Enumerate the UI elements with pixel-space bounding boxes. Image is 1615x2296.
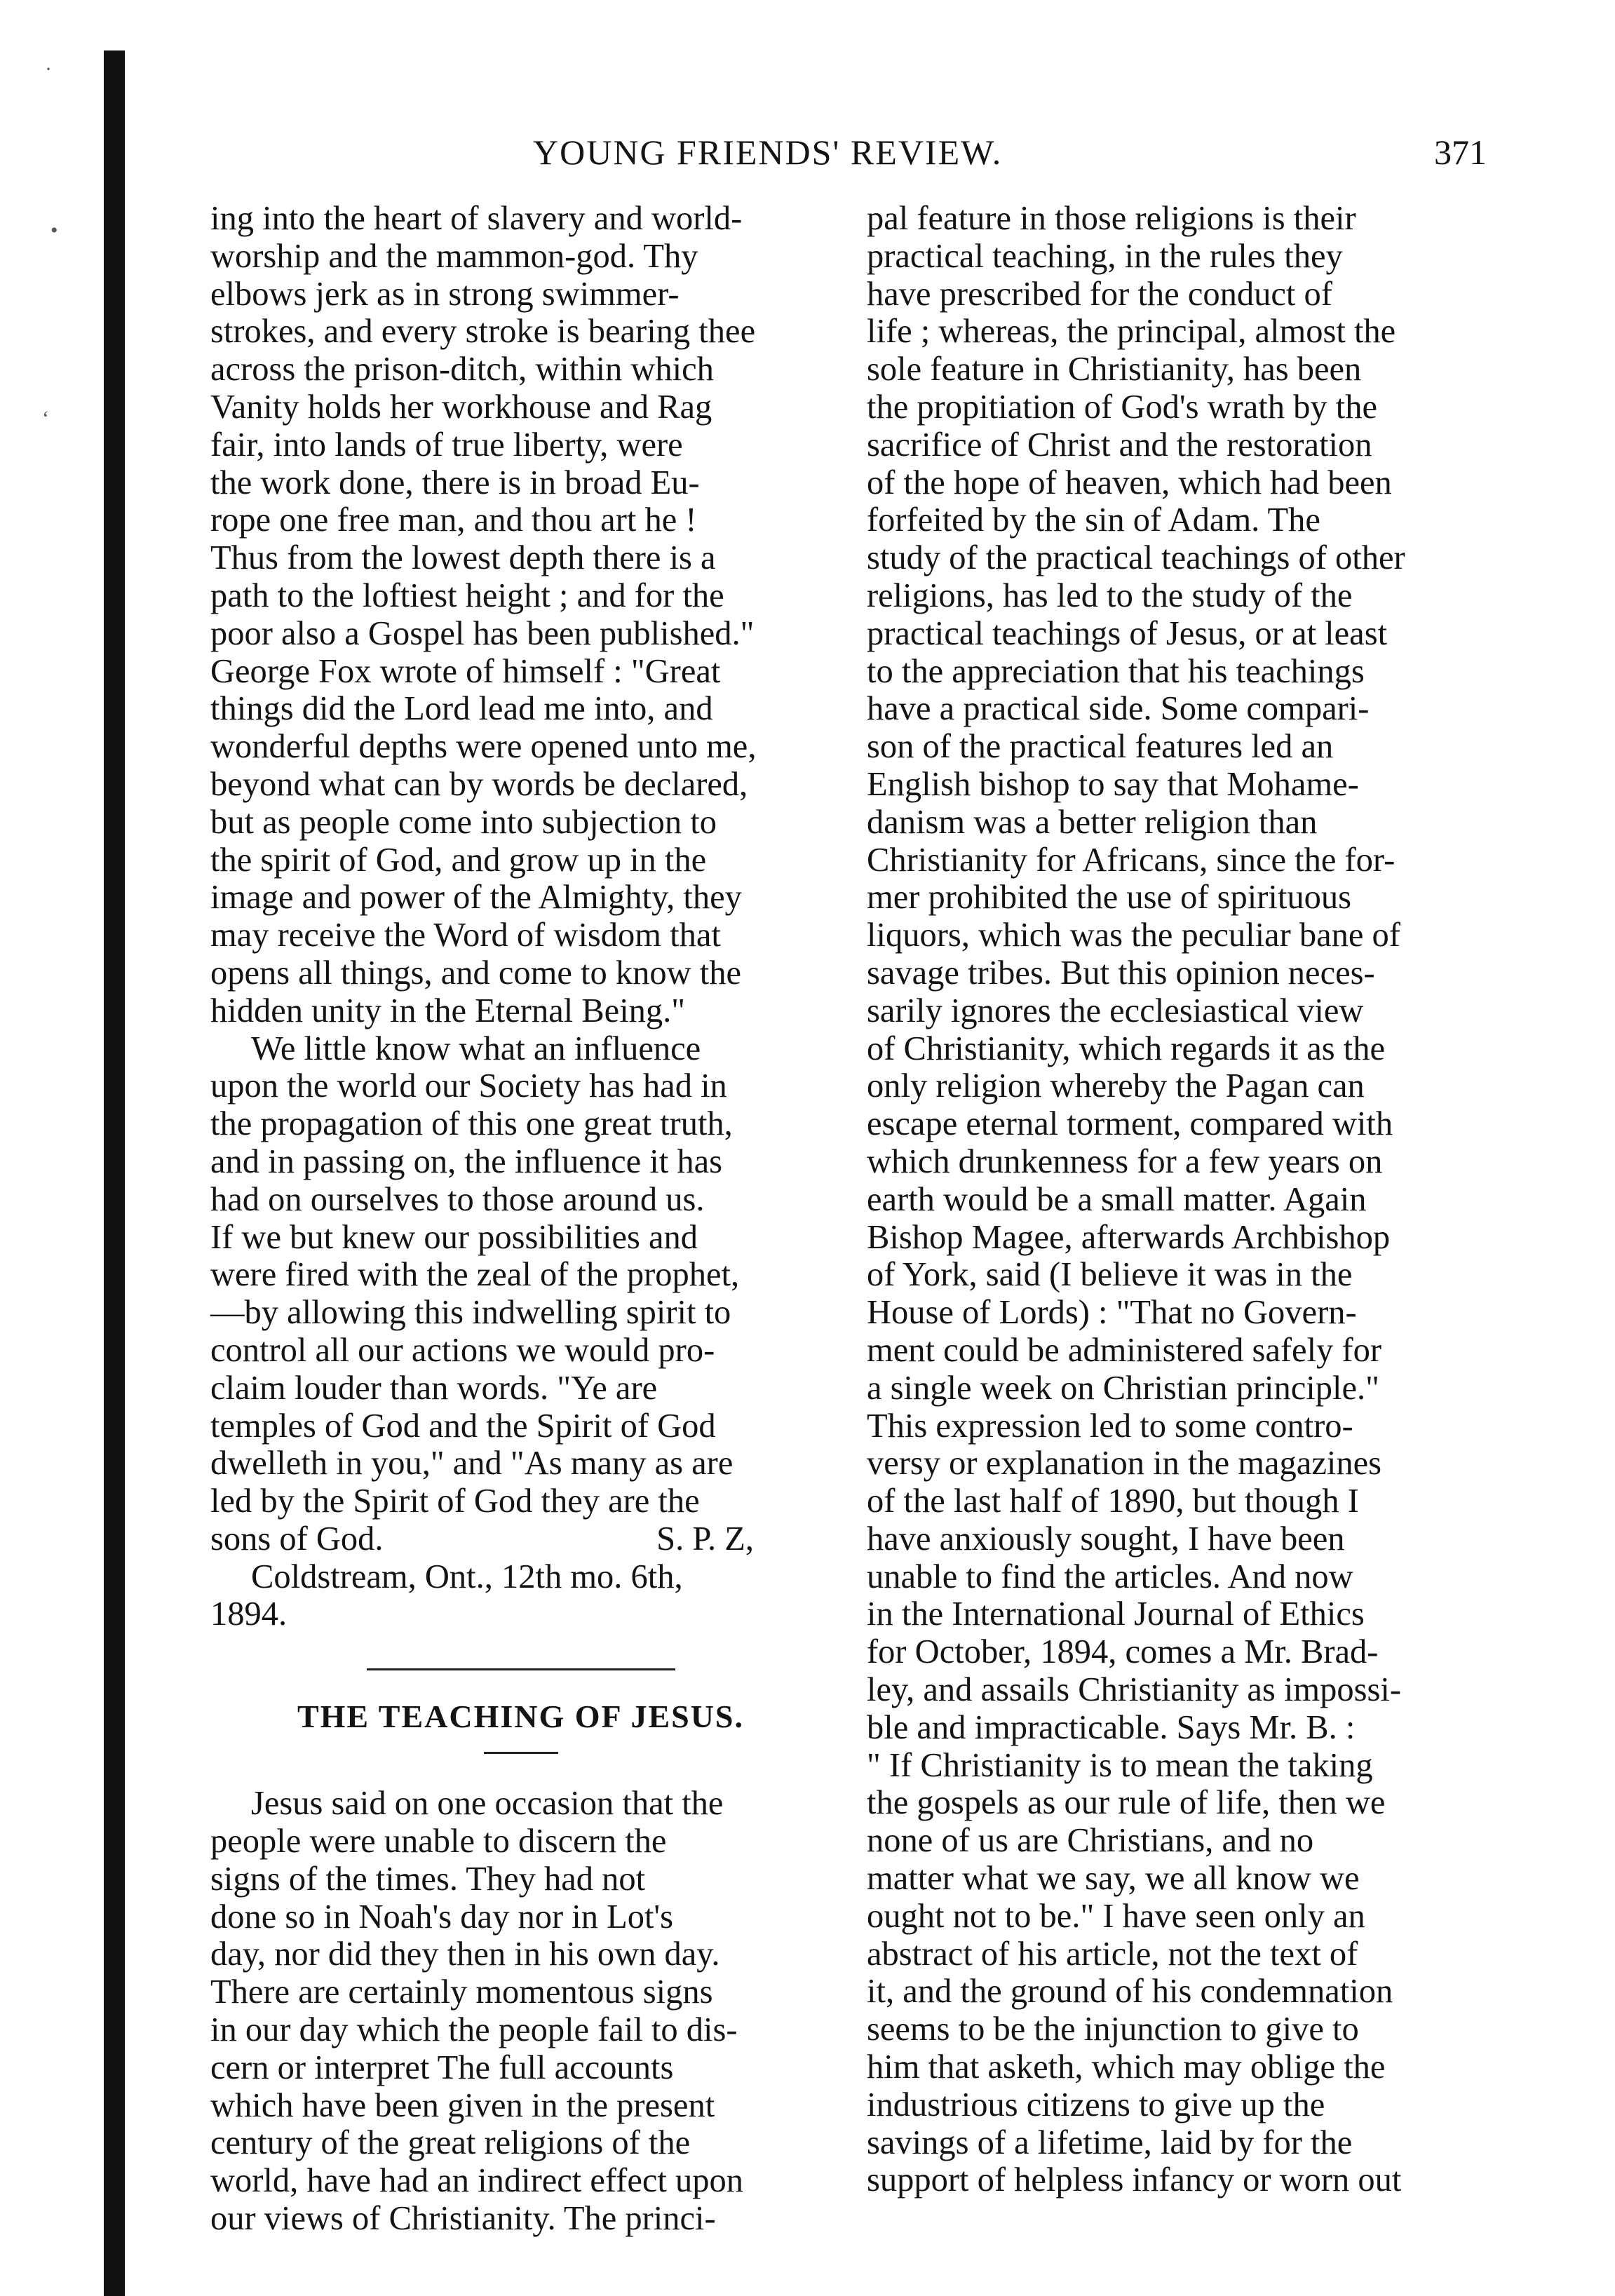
text-line: have a practical side. Some compari- bbox=[867, 690, 1370, 728]
text-line: in our day which the people fail to dis- bbox=[210, 2011, 738, 2049]
text-line: image and power of the Almighty, they bbox=[210, 879, 742, 917]
text-line: have anxiously sought, I have been bbox=[867, 1520, 1345, 1558]
text-line: of the hope of heaven, which had been bbox=[867, 464, 1392, 501]
text-line: —by allowing this indwelling spirit to bbox=[210, 1294, 731, 1332]
dateline-place: Coldstream, Ont., 12th mo. 6th, bbox=[251, 1558, 683, 1595]
text-line: fair, into lands of true liberty, were bbox=[210, 426, 683, 464]
text-line: rope one free man, and thou art he ! bbox=[210, 501, 697, 539]
text-line: escape eternal torment, compared with bbox=[867, 1105, 1393, 1143]
text-line: across the prison-ditch, within which bbox=[210, 351, 714, 389]
dateline-year: 1894. bbox=[210, 1595, 288, 1633]
text-line: temples of God and the Spirit of God bbox=[210, 1407, 716, 1445]
text-line: the propagation of this one great truth, bbox=[210, 1105, 733, 1143]
text-line: cern or interpret The full accounts bbox=[210, 2048, 674, 2086]
binding-shadow bbox=[104, 50, 125, 2296]
text-line: signs of the times. They had not bbox=[210, 1860, 646, 1898]
text-line: ble and impracticable. Says Mr. B. : bbox=[867, 1708, 1356, 1746]
text-line: seems to be the injunction to give to bbox=[867, 2011, 1359, 2048]
text-line: which drunkenness for a few years on bbox=[867, 1142, 1383, 1180]
title-rule bbox=[484, 1752, 558, 1754]
text-line: ing into the heart of slavery and world- bbox=[210, 200, 743, 237]
text-line: pal feature in those religions is their bbox=[867, 200, 1356, 237]
text-line: done so in Noah's day nor in Lot's bbox=[210, 1898, 674, 1936]
text-line: and in passing on, the influence it has bbox=[210, 1142, 723, 1180]
text-line: savage tribes. But this opinion neces- bbox=[867, 954, 1375, 992]
text-line: House of Lords) : "That no Govern- bbox=[867, 1294, 1357, 1332]
text-line: none of us are Christians, and no bbox=[867, 1822, 1314, 1860]
text-line: which have been given in the present bbox=[210, 2086, 715, 2124]
text-line: versy or explanation in the magazines bbox=[867, 1445, 1381, 1483]
text-line: path to the loftiest height ; and for the bbox=[210, 576, 724, 614]
text-line: sacrifice of Christ and the restoration bbox=[867, 426, 1372, 464]
text-line: abstract of his article, not the text of bbox=[867, 1935, 1358, 1973]
text-line: elbows jerk as in strong swimmer- bbox=[210, 275, 680, 313]
text-line: to the appreciation that his teachings bbox=[867, 652, 1365, 690]
text-line: Bishop Magee, afterwards Archbishop bbox=[867, 1218, 1391, 1256]
text-line: the work done, there is in broad Eu- bbox=[210, 464, 700, 501]
text-line: George Fox wrote of himself : "Great bbox=[210, 652, 721, 690]
text-line: ley, and assails Christianity as impossi- bbox=[867, 1671, 1402, 1709]
page-header bbox=[210, 132, 1487, 181]
text-line: the gospels as our rule of life, then we bbox=[867, 1784, 1386, 1822]
paragraph-teaching-of-jesus bbox=[210, 1785, 831, 2238]
text-line: We little know what an influence bbox=[251, 1029, 701, 1067]
text-line: ought not to be." I have seen only an bbox=[867, 1897, 1365, 1935]
section-title: THE TEACHING OF JESUS. bbox=[297, 1699, 745, 1735]
text-line: upon the world our Society has had in bbox=[210, 1067, 727, 1105]
text-line: worship and the mammon-god. Thy bbox=[210, 237, 698, 275]
text-line: of York, said (I believe it was in the bbox=[867, 1256, 1353, 1294]
text-line: industrious citizens to give up the bbox=[867, 2086, 1325, 2123]
text-line: poor also a Gospel has been published." bbox=[210, 614, 755, 652]
text-line: world, have had an indirect effect upon bbox=[210, 2162, 743, 2200]
text-line: were fired with the zeal of the prophet, bbox=[210, 1256, 740, 1294]
margin-speck: • bbox=[50, 219, 58, 242]
text-line: only religion whereby the Pagan can bbox=[867, 1067, 1365, 1105]
text-line: religions, has led to the study of the bbox=[867, 576, 1353, 614]
text-line: the propitiation of God's wrath by the bbox=[867, 388, 1378, 426]
text-line: wonderful depths were opened unto me, bbox=[210, 728, 757, 766]
text-line: of the last half of 1890, but though I bbox=[867, 1483, 1359, 1520]
text-line: practical teaching, in the rules they bbox=[867, 237, 1343, 275]
right-column bbox=[867, 200, 1484, 2199]
text-line: hidden unity in the Eternal Being." bbox=[210, 992, 686, 1029]
text-line: ment could be administered safely for bbox=[867, 1331, 1381, 1369]
text-line: unable to find the articles. And now bbox=[867, 1558, 1353, 1595]
text-line: If we but knew our possibilities and bbox=[210, 1218, 698, 1256]
text-line: Vanity holds her workhouse and Rag bbox=[210, 388, 712, 426]
text-line: This expression led to some contro- bbox=[867, 1407, 1353, 1445]
text-line: have prescribed for the conduct of bbox=[867, 275, 1332, 313]
text-line: the spirit of God, and grow up in the bbox=[210, 841, 707, 879]
text-line: day, nor did they then in his own day. bbox=[210, 1936, 720, 1973]
page-number: 371 bbox=[1434, 133, 1487, 172]
text-line: matter what we say, we all know we bbox=[867, 1860, 1360, 1898]
margin-speck: · bbox=[45, 58, 52, 81]
text-line: led by the Spirit of God they are the bbox=[210, 1483, 700, 1520]
left-column bbox=[210, 200, 831, 2238]
paragraph-right-column bbox=[867, 200, 1484, 2199]
closing-line bbox=[210, 1520, 831, 1558]
text-line: study of the practical teachings of other bbox=[867, 539, 1405, 577]
text-line: for October, 1894, comes a Mr. Brad- bbox=[867, 1633, 1379, 1671]
paragraph-continued bbox=[210, 200, 831, 1030]
text-line: control all our actions we would pro- bbox=[210, 1331, 715, 1369]
running-head: YOUNG FRIENDS' REVIEW. bbox=[533, 133, 1003, 172]
text-line: forfeited by the sin of Adam. The bbox=[867, 501, 1320, 539]
text-line: may receive the Word of wisdom that bbox=[210, 917, 721, 954]
text-line: but as people come into subjection to bbox=[210, 803, 717, 841]
text-line: There are certainly momentous signs bbox=[210, 1973, 713, 2011]
section-divider bbox=[367, 1668, 675, 1670]
margin-speck: ‘ bbox=[42, 407, 49, 430]
text-line: " If Christianity is to mean the taking bbox=[867, 1746, 1373, 1784]
text-line: people were unable to discern the bbox=[210, 1823, 667, 1861]
text-line: opens all things, and come to know the bbox=[210, 954, 742, 992]
text-line: sarily ignores the ecclesiastical view bbox=[867, 992, 1364, 1029]
text-line: beyond what can by words be declared, bbox=[210, 765, 748, 803]
text-line: our views of Christianity. The princi- bbox=[210, 2200, 716, 2238]
text-line: danism was a better religion than bbox=[867, 803, 1318, 841]
text-line: it, and the ground of his condemnation bbox=[867, 1973, 1393, 2011]
paragraph-society-influence bbox=[210, 1030, 831, 1520]
text-line: a single week on Christian principle." bbox=[867, 1369, 1379, 1407]
text-line: of Christianity, which regards it as the bbox=[867, 1029, 1386, 1067]
dateline bbox=[210, 1558, 831, 1634]
text-line: him that asketh, which may oblige the bbox=[867, 2048, 1386, 2086]
text-line: earth would be a small matter. Again bbox=[867, 1180, 1367, 1218]
text-line: English bishop to say that Mohame- bbox=[867, 765, 1359, 803]
text-line: mer prohibited the use of spirituous bbox=[867, 879, 1352, 917]
text-line: savings of a lifetime, laid by for the bbox=[867, 2123, 1353, 2161]
text-line: Jesus said on one occasion that the bbox=[251, 1785, 724, 1823]
text-line: strokes, and every stroke is bearing thee bbox=[210, 313, 756, 351]
text-line: life ; whereas, the principal, almost the bbox=[867, 313, 1396, 351]
text-line: sole feature in Christianity, has been bbox=[867, 351, 1362, 389]
text-line: liquors, which was the peculiar bane of bbox=[867, 917, 1400, 954]
closing-text: sons of God. bbox=[210, 1520, 384, 1558]
text-line: in the International Journal of Ethics bbox=[867, 1595, 1365, 1633]
text-line: dwelleth in you," and "As many as are bbox=[210, 1445, 734, 1483]
text-line: century of the great religions of the bbox=[210, 2124, 691, 2162]
text-line: Christianity for Africans, since the for- bbox=[867, 841, 1396, 879]
text-line: claim louder than words. "Ye are bbox=[210, 1369, 658, 1407]
text-line: support of helpless infancy or worn out bbox=[867, 2161, 1402, 2199]
text-line: practical teachings of Jesus, or at least bbox=[867, 614, 1388, 652]
signature: S. P. Z, bbox=[656, 1520, 754, 1558]
text-line: things did the Lord lead me into, and bbox=[210, 690, 713, 728]
text-line: Thus from the lowest depth there is a bbox=[210, 539, 716, 577]
text-line: had on ourselves to those around us. bbox=[210, 1180, 705, 1218]
text-line: son of the practical features led an bbox=[867, 728, 1334, 766]
